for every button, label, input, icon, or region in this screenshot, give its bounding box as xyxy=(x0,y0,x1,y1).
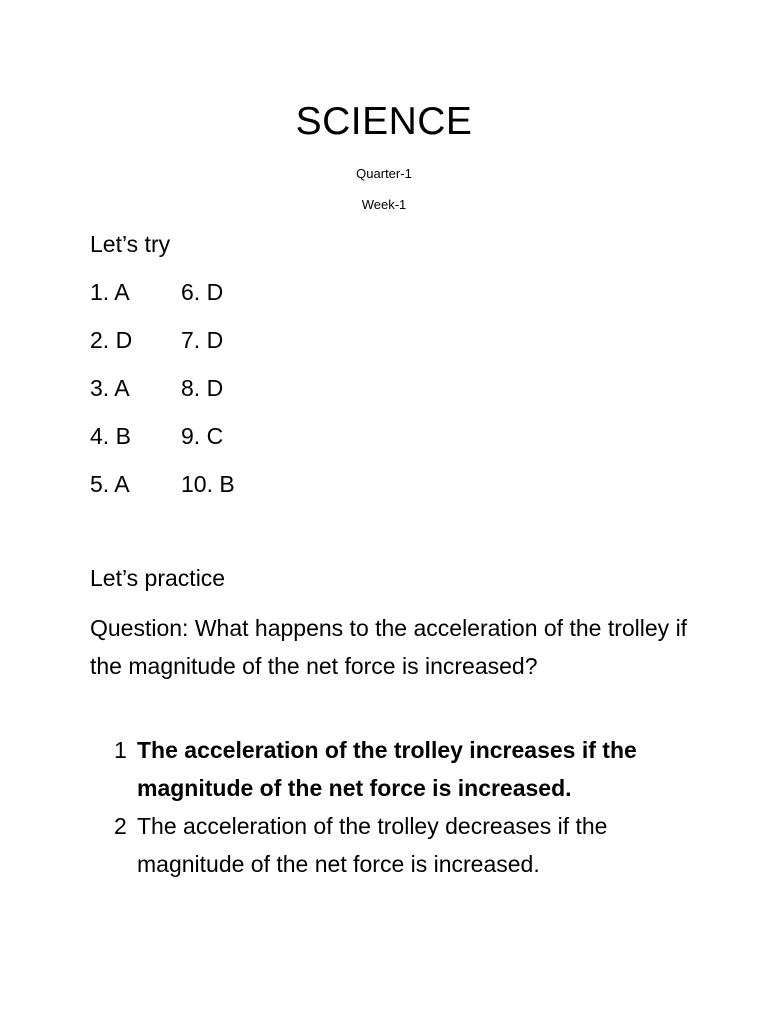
answer-item: 2. D xyxy=(90,327,133,353)
answer-item: 5. A xyxy=(90,471,130,497)
answer-row xyxy=(90,277,390,325)
answer-item: 4. B xyxy=(90,423,131,449)
option-text: The acceleration of the trolley increases if the magnitude of the net force is increased. xyxy=(137,737,637,801)
answer-row xyxy=(90,421,390,469)
option-number: 1 xyxy=(114,737,127,763)
week-label: Week-1 xyxy=(361,197,407,212)
answer-item: 1. A xyxy=(90,279,130,305)
answer-row xyxy=(90,373,390,421)
quarter-label: Quarter-1 xyxy=(356,166,412,181)
answer-item: 3. A xyxy=(90,375,130,401)
answer-item: 8. D xyxy=(181,375,224,401)
question-text: Question: What happens to the acceleration of the trolley if the magnitude of the net force is increased? xyxy=(90,615,688,679)
answer-options xyxy=(90,731,690,883)
answer-key-list xyxy=(90,277,390,517)
answer-item: 10. B xyxy=(181,471,235,497)
answer-item: 7. D xyxy=(181,327,224,353)
option-item-2 xyxy=(90,807,690,883)
answer-item: 9. C xyxy=(181,423,224,449)
option-item-1 xyxy=(90,731,690,807)
option-number: 2 xyxy=(114,813,127,839)
answer-item: 6. D xyxy=(181,279,224,305)
answer-row xyxy=(90,325,390,373)
answer-row xyxy=(90,469,390,517)
document-title: SCIENCE xyxy=(295,100,473,143)
lets-try-heading: Let’s try xyxy=(90,231,171,257)
lets-practice-heading: Let’s practice xyxy=(90,565,226,591)
option-text: The acceleration of the trolley decreases if the magnitude of the net force is increased. xyxy=(137,813,608,877)
